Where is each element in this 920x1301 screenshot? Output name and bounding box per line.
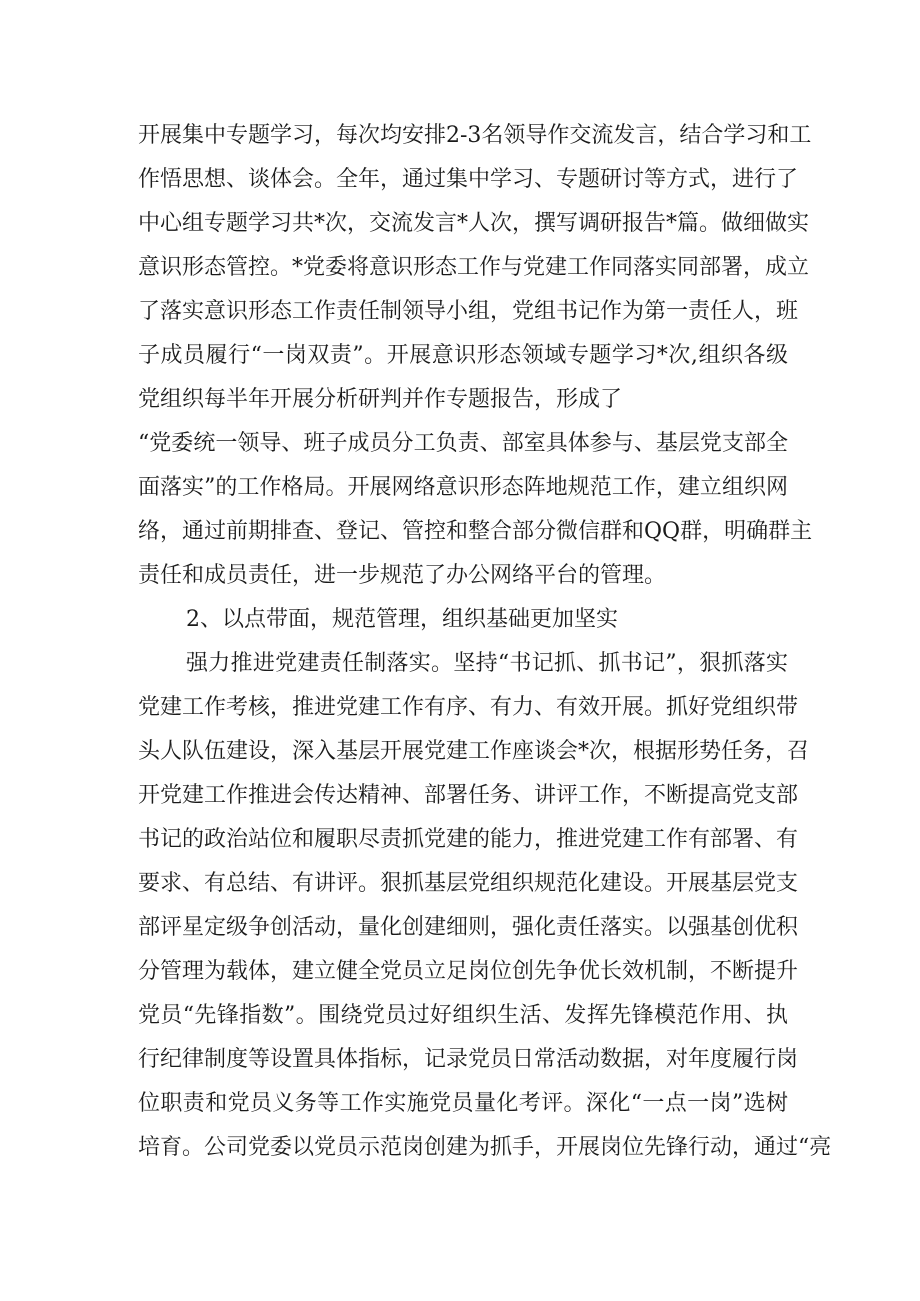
text-line-3: 中心组专题学习共*次，交流发言*人次，撰写调研报告*篇。做细做实 xyxy=(138,211,810,236)
text-line-9: 面落实”的工作格局。开展网络意识形态阵地规范工作，建立组织网 xyxy=(138,475,788,500)
text-line-4: 意识形态管控。*党委将意识形态工作与党建工作同落实同部署，成立 xyxy=(138,255,810,280)
text-line-2: 作悟思想、谈体会。全年，通过集中学习、专题研讨等方式，进行了 xyxy=(138,167,799,192)
text-line-14: 党建工作考核，推进党建工作有序、有力、有效开展。抓好党组织带 xyxy=(138,695,799,720)
text-line-6: 子成员履行“一岗双责”。开展意识形态领域专题学习*次,组织各级 xyxy=(138,343,788,368)
text-line-8: “党委统一领导、班子成员分工负责、部室具体参与、基层党支部全 xyxy=(138,431,788,456)
text-line-20: 分管理为载体，建立健全党员立足岗位创先争优长效机制，不断提升 xyxy=(138,959,799,984)
text-line-7: 党组织每半年开展分析研判并作专题报告，形成了 xyxy=(138,387,623,412)
text-line-11: 责任和成员责任，进一步规范了办公网络平台的管理。 xyxy=(138,563,667,588)
text-line-13: 强力推进党建责任制落实。坚持“书记抓、抓书记”，狠抓落实 xyxy=(186,651,788,676)
text-line-16: 开党建工作推进会传达精神、部署任务、讲评工作，不断提高党支部 xyxy=(138,783,799,808)
text-line-22: 行纪律制度等设置具体指标，记录党员日常活动数据，对年度履行岗 xyxy=(138,1047,799,1072)
text-line-15: 头人队伍建设，深入基层开展党建工作座谈会*次，根据形势任务，召 xyxy=(138,739,810,764)
text-line-5: 了落实意识形态工作责任制领导小组，党组书记作为第一责任人，班 xyxy=(138,299,799,324)
text-line-17: 书记的政治站位和履职尽责抓党建的能力，推进党建工作有部署、有 xyxy=(138,827,799,852)
text-line-21: 党员“先锋指数”。围绕党员过好组织生活、发挥先锋模范作用、执 xyxy=(138,1003,788,1028)
text-line-19: 部评星定级争创活动，量化创建细则，强化责任落实。以强基创优积 xyxy=(138,915,799,940)
text-line-23: 位职责和党员义务等工作实施党员量化考评。深化“一点一岗”选树 xyxy=(138,1091,788,1116)
text-line-24: 培育。公司党委以党员示范岗创建为抓手，开展岗位先锋行动，通过“亮 xyxy=(138,1135,832,1160)
text-line-10: 络，通过前期排查、登记、管控和整合部分微信群和QQ群，明确群主 xyxy=(138,519,813,544)
text-line-1: 开展集中专题学习，每次均安排2-3名领导作交流发言，结合学习和工 xyxy=(138,123,812,148)
text-line-18: 要求、有总结、有讲评。狠抓基层党组织规范化建设。开展基层党支 xyxy=(138,871,799,896)
section-heading: 2、以点带面，规范管理，组织基础更加坚实 xyxy=(186,607,618,632)
